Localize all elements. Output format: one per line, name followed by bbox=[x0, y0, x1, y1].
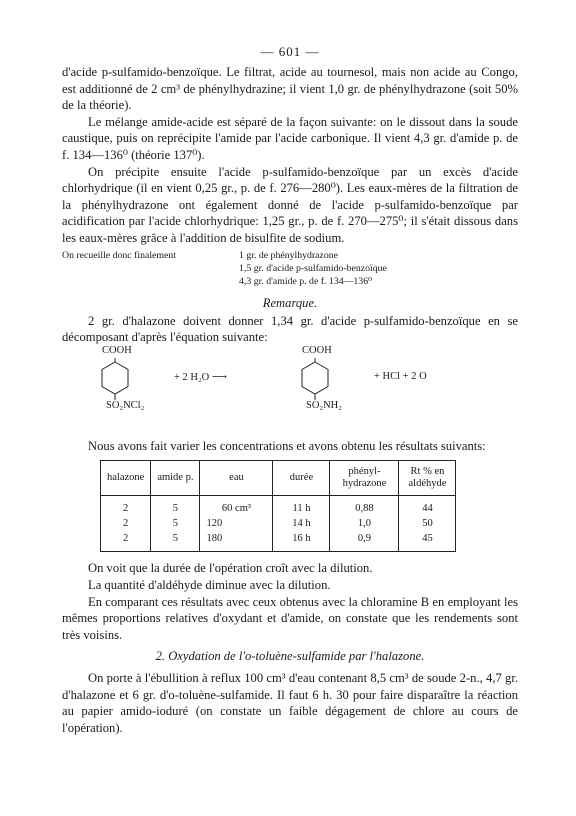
benzene-rings-diagram bbox=[62, 348, 518, 434]
table-cell: 2 bbox=[101, 516, 151, 531]
table-cell: 45 bbox=[399, 531, 456, 552]
summary-label: On recueille donc finalement bbox=[62, 249, 176, 261]
right-so2nh2-label: SO₂NH₂ bbox=[306, 399, 342, 411]
table-cell: 5 bbox=[151, 496, 200, 517]
table-cell: 0,88 bbox=[330, 496, 399, 517]
col-header-halazone: halazone bbox=[101, 461, 151, 496]
left-so2ncl2-label: SO₂NCl₂ bbox=[106, 399, 145, 411]
yield-summary bbox=[62, 249, 518, 288]
paragraph-7: La quantité d'aldéhyde diminue avec la dilution. bbox=[88, 577, 331, 592]
page bbox=[62, 44, 518, 737]
col-header-duree: durée bbox=[273, 461, 330, 496]
summary-line: 1 gr. de phénylhydrazone bbox=[239, 249, 339, 261]
table-cell: 2 bbox=[101, 496, 151, 517]
table-cell: 5 bbox=[151, 531, 200, 552]
paragraph-9: On porte à l'ébullition à reflux 100 cm³ d'eau contenant 8,5 cm³ de soude 2-n., 4,7 gr. d'halazone et 6 gr. d'o-toluène-sulfamide. Il faut 6 h. 30 pour faire disparaître la réaction au papier amido-ioduré (on constate un faible dégagement de chlore au cours de l'opération). bbox=[62, 671, 518, 736]
table-cell: 0,9 bbox=[330, 531, 399, 552]
table-cell: 14 h bbox=[273, 516, 330, 531]
col-header-amide: amide p. bbox=[151, 461, 200, 496]
paragraph-4: 2 gr. d'halazone doivent donner 1,34 gr. d'acide p-sulfamido-benzoïque en se décomposant d'après l'équation suivante: bbox=[62, 313, 518, 345]
table-row bbox=[101, 516, 456, 531]
paragraph-2: Le mélange amide-acide est séparé de la façon suivante: on le dissout dans la soude caustique, puis on reprécipite l'amide par l'acide carbonique. Il vient 4,3 gr. d'amide p. de f. 134—136⁰ (théorie 137⁰). bbox=[62, 114, 518, 162]
table-cell: 180 bbox=[200, 531, 273, 552]
table-row bbox=[101, 531, 456, 552]
table-cell: 1,0 bbox=[330, 516, 399, 531]
table-cell: 50 bbox=[399, 516, 456, 531]
col-header-phenylhydrazone: phényl-hydrazone bbox=[330, 461, 399, 496]
table-row bbox=[101, 496, 456, 517]
table-cell: 11 h bbox=[273, 496, 330, 517]
section-heading: 2. Oxydation de l'o-toluène-sulfamide par l'halazone. bbox=[155, 649, 425, 664]
table-cell: 2 bbox=[101, 531, 151, 552]
page-number: — 601 — bbox=[260, 44, 320, 59]
paragraph-3: On précipite ensuite l'acide p-sulfamido-benzoïque par un excès d'acide chlorhydrique (il en vient 0,25 gr., p. de f. 276—280⁰). Les eaux-mères de la filtration de la phénylhydrazone ont également donné de l'acide p-sulfamido-benzoïque par acidification par l'acide chlorhydrique: 1,25 gr., p. de f. 270—275⁰; il s'était dissous dans les eaux-mères grâce à l'addition de bisulfite de sodium. bbox=[62, 164, 518, 245]
table-cell: 16 h bbox=[273, 531, 330, 552]
reagent-arrow-label: + 2 H₂O ⟶ bbox=[174, 371, 227, 383]
table-cell: 5 bbox=[151, 516, 200, 531]
chemical-equation bbox=[62, 344, 518, 434]
summary-line: 1,5 gr. d'acide p-sulfamido-benzoïque bbox=[239, 262, 387, 274]
paragraph-6: On voit que la durée de l'opération croît avec la dilution. bbox=[88, 561, 373, 576]
right-cooh-label: COOH bbox=[302, 344, 332, 356]
table-header-row bbox=[101, 461, 456, 496]
products-label: + HCl + 2 O bbox=[374, 370, 427, 382]
table-cell: 60 cm³ bbox=[200, 496, 273, 517]
table-cell: 44 bbox=[399, 496, 456, 517]
results-table bbox=[100, 460, 456, 552]
remarque-heading: Remarque. bbox=[262, 295, 318, 310]
col-header-rendement: Rt % en aldéhyde bbox=[399, 461, 456, 496]
table-cell: 120 bbox=[200, 516, 273, 531]
benzene-ring-left bbox=[102, 358, 128, 400]
paragraph-8: En comparant ces résultats avec ceux obtenus avec la chloramine B en employant les mêmes proportions relatives d'oxydant et d'amide, on constate que les rendements sont très voisins. bbox=[62, 594, 518, 642]
benzene-ring-right bbox=[302, 358, 328, 400]
col-header-eau: eau bbox=[200, 461, 273, 496]
summary-line: 4,3 gr. d'amide p. de f. 134—136⁰ bbox=[239, 275, 373, 287]
paragraph-5: Nous avons fait varier les concentrations et avons obtenu les résultats suivants: bbox=[88, 438, 486, 453]
left-cooh-label: COOH bbox=[102, 344, 132, 356]
paragraph-1: d'acide p-sulfamido-benzoïque. Le filtrat, acide au tournesol, mais non acide au Congo, est additionné de 2 cm³ de phénylhydrazine; il vient 1,0 gr. de phénylhydrazone (soit 50% de la théorie). bbox=[62, 65, 518, 113]
